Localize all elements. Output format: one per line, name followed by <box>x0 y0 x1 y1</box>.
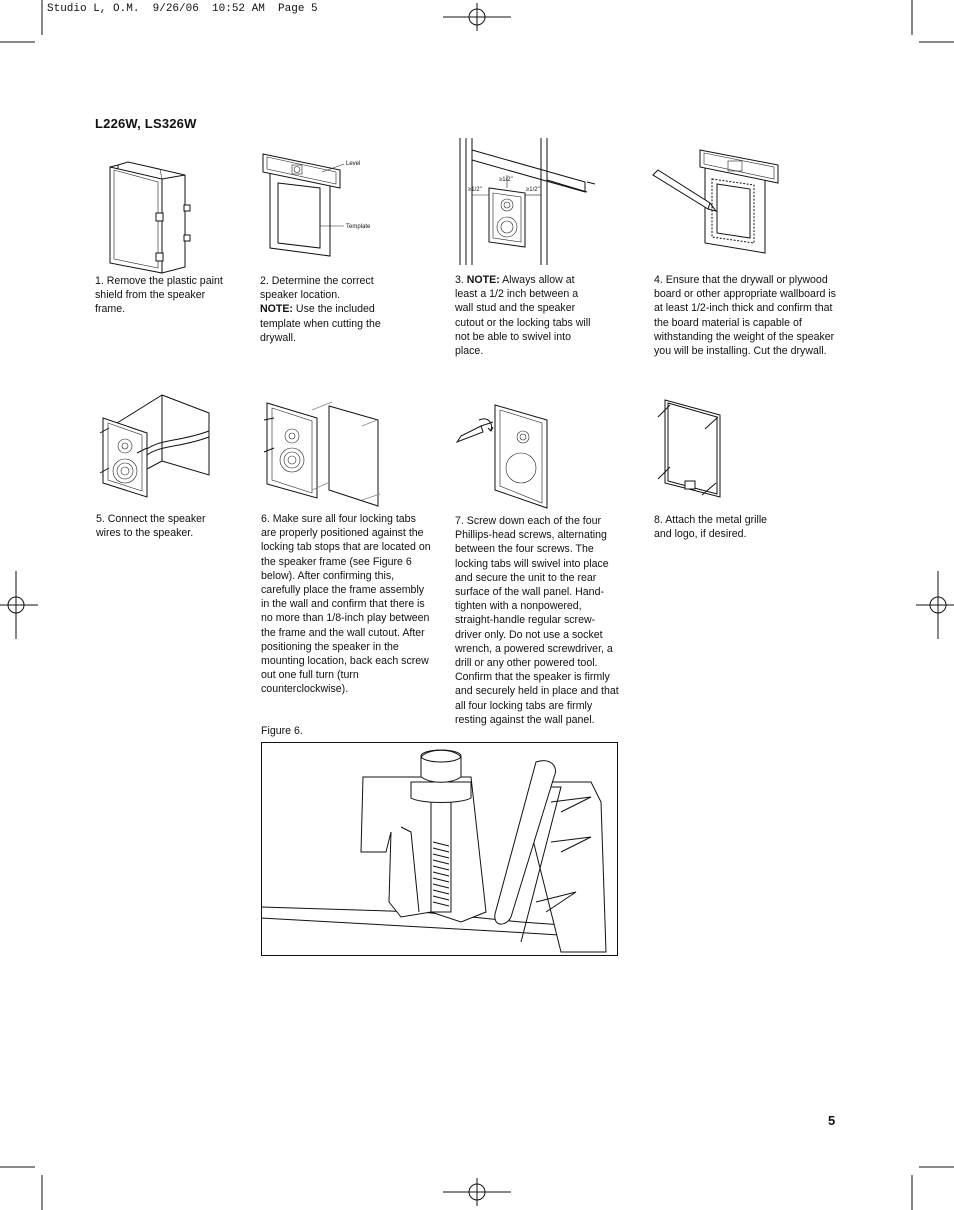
step-4-text: 4. Ensure that the drywall or plywood board or other appropriate wallboard is at least 1/2-inch thick and confirm that the board material is capable of withstanding the weight of the speaker you will be installing. Cut the drywall. <box>654 274 836 358</box>
illustration-step-6 <box>262 398 387 508</box>
figure-6-locking-tab <box>261 742 618 956</box>
illustration-step-8 <box>650 395 725 500</box>
illustration-step-5 <box>97 393 212 498</box>
template-label: Template <box>346 224 371 230</box>
registration-mark-icon <box>443 3 511 31</box>
step-2-text <box>260 274 400 345</box>
step-2-note: Use the included template when cutting the drywall. <box>260 303 381 344</box>
step-2-main: 2. Determine the correct speaker location. <box>260 275 374 302</box>
gap-label-left: ≥1/2" <box>468 187 482 193</box>
figure-caption: Figure 6. <box>261 725 303 737</box>
illustration-step-7 <box>455 400 555 510</box>
illustration-step-3 <box>455 135 595 270</box>
model-heading: L226W, LS326W <box>95 116 197 131</box>
registration-mark-icon <box>916 571 954 639</box>
registration-mark-icon <box>443 1178 511 1206</box>
print-slug: Studio L, O.M. 9/26/06 10:52 AM Page 5 <box>47 3 318 15</box>
step-5-text: 5. Connect the speaker wires to the speaker. <box>96 513 206 540</box>
illustration-step-2 <box>260 150 390 260</box>
step-7-text: 7. Screw down each of the four Phillips-head screws, alternating between the four screws. The locking tabs will swivel into place and secure the unit to the rear surface of the wall panel. Hand-tighten with a nonpowered, straight-handle regular screw-driver only. Do not use a socket wrench, a powered screwdriver, a drill or any other powered tool. Confirm that the speaker is firmly and securely held in place and that all four locking tabs are firmly resting against the wall panel. <box>455 515 619 726</box>
gap-label-right: ≥1/2" <box>526 187 540 193</box>
gap-label-top: ≥1/2" <box>499 177 513 183</box>
step-1-text: 1. Remove the plastic paint shield from the speaker frame. <box>95 275 223 316</box>
step-6-text: 6. Make sure all four locking tabs are properly positioned against the locking tab stops that are located on the speaker frame (see Figure 6 below). After confirming this, carefully place the frame assembly in the wall and confirm that there is no more than 1/8-inch play between the frame and the wall cutout. After positioning the speaker in the mounting location, back each screw out one full turn (turn counterclockwise). <box>261 513 431 696</box>
registration-mark-icon <box>0 571 38 639</box>
step-8-text: 8. Attach the metal grille and logo, if desired. <box>654 514 768 541</box>
level-label: Level <box>346 161 361 167</box>
step-3-text <box>455 273 595 358</box>
step-2-note-label: NOTE: <box>260 303 293 316</box>
page-number: 5 <box>828 1113 836 1128</box>
step-3-note-label: NOTE: <box>466 274 500 286</box>
step-3-prefix: 3. <box>455 274 467 286</box>
step-3-note: Always allow at least a 1/2 inch between a wall stud and the speaker cutout or the locking tabs will not be able to swivel into place. <box>455 274 591 358</box>
illustration-step-1 <box>100 155 210 280</box>
illustration-step-4 <box>650 145 790 255</box>
